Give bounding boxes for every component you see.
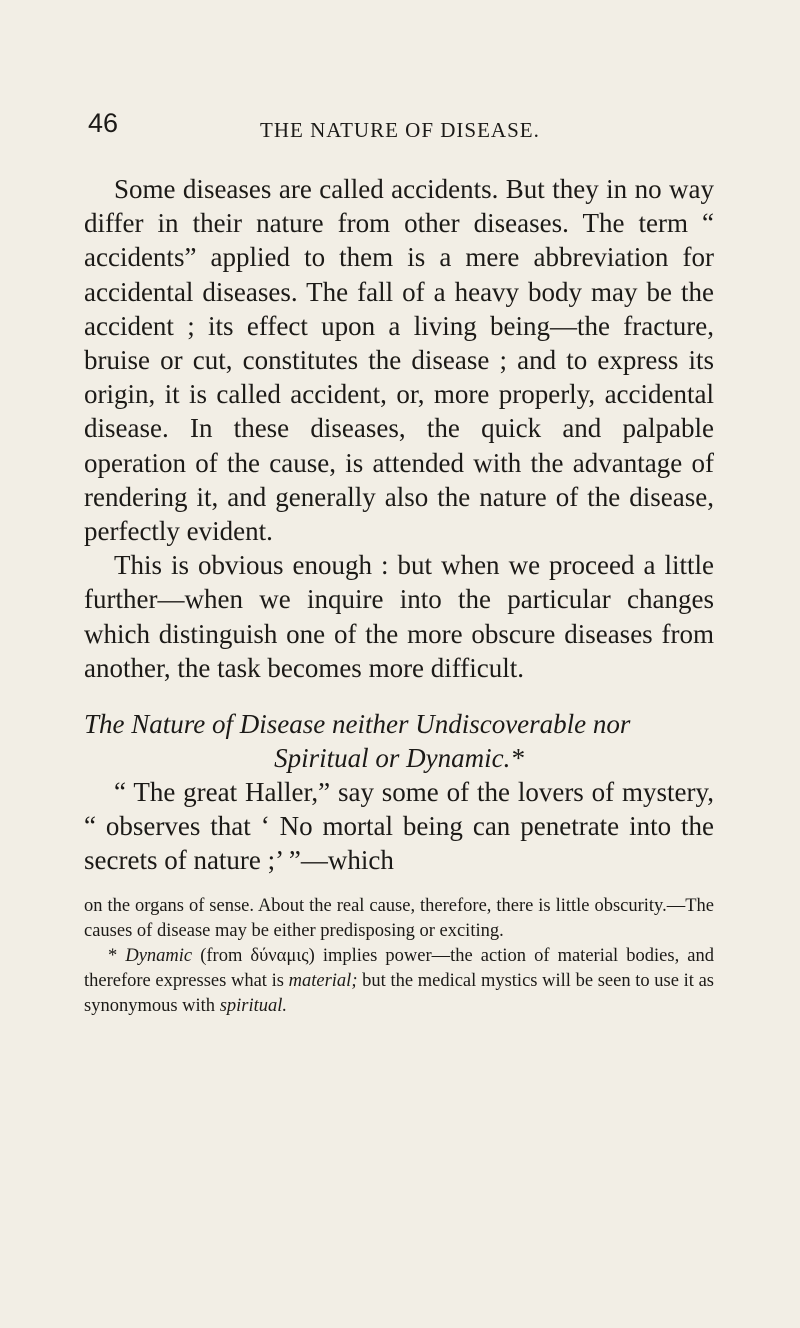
footnote-term-material: material; (288, 970, 358, 991)
section-subheading (84, 707, 714, 775)
subheading-line-2: Spiritual or Dynamic.* (274, 743, 524, 774)
subheading-line-1: The Nature of Disease neither Undiscoverable nor (84, 709, 631, 740)
footnote-term-spiritual: spiritual. (219, 995, 288, 1016)
footnotes (84, 894, 714, 1019)
paragraph-obscure-diseases: This is obvious enough : but when we proceed a little further—when we inquire into the particular changes which distinguish one of the more obscure diseases from another, the task becomes more difficult. (84, 550, 714, 683)
footnote-continued: on the organs of sense. About the real cause, therefore, there is little obscurity.—The causes of disease may be either predisposing or exciting. (84, 895, 714, 941)
footnote-text-2: but the medical mystics will be seen to use it as synonymous with (84, 970, 714, 1016)
page-header (88, 108, 708, 156)
footnote-dynamic (84, 944, 714, 1019)
paragraph-accidents: Some diseases are called accidents. But they in no way differ in their nature from other diseases. The term “ accidents” applied to them is a mere abbreviation for accidental diseases. The fall of a heavy body may be the accident ; its effect upon a living being—the fracture, bruise or cut, constitutes the disease ; and to express its origin, it is called accident, or, more properly, accidental disease. In these diseases, the quick and palpable operation of the cause, is attended with the advantage of rendering it, and generally also the nature of the disease, perfectly evident. (84, 174, 714, 547)
footnote-term-dynamic: Dynamic (125, 945, 193, 966)
footnote-text-1: (from δύναμις) implies power—the action of material bodies, and therefore expresses what is (84, 945, 714, 991)
paragraph-haller: “ The great Haller,” say some of the lovers of mystery, “ observes that ‘ No mortal being can penetrate into the secrets of nature ;’ ”—which (84, 777, 714, 876)
running-head: THE NATURE OF DISEASE. (260, 118, 540, 142)
page-number: 46 (88, 108, 119, 138)
body-text (84, 172, 714, 1019)
footnote-star: * (108, 945, 126, 966)
